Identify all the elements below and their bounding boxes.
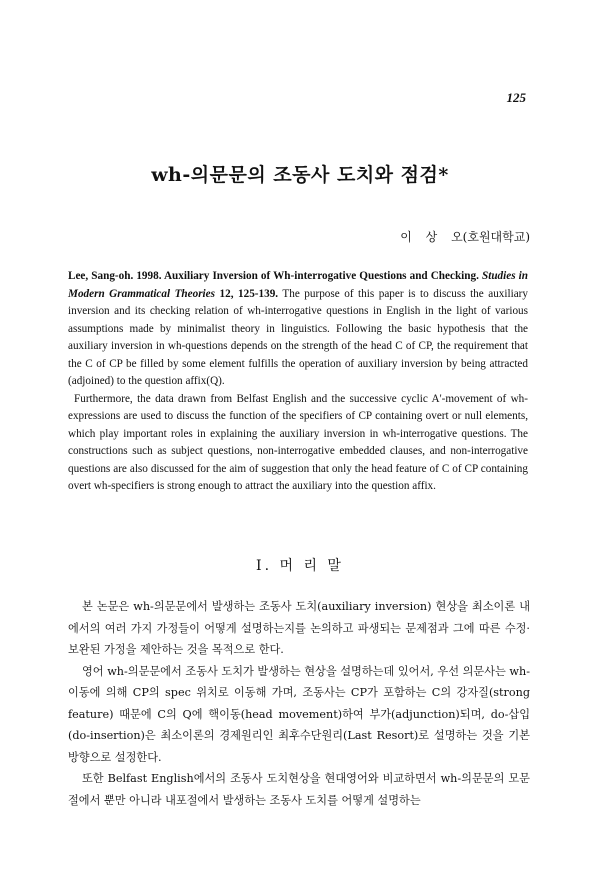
abstract [68, 268, 528, 496]
author-affiliation: 이 상 오(호원대학교) [400, 230, 530, 244]
citation-head: Lee, Sang-oh. 1998. Auxiliary Inversion of Wh-interrogative Questions and Checking. [68, 270, 479, 282]
body-paragraph-2: 영어 wh-의문문에서 조동사 도치가 발생하는 현상을 설명하는데 있어서, 우선 의문사는 wh-이동에 의해 CP의 spec 위치로 이동해 가며, 조동사는 CP가 포함하는 C의 강자질(strong feature) 때문에 C의 Q에 핵이동(head movement)하여 부가(adjunction)되며, do-삽입(do-insertion)은 최소이론의 경제원리인 최후수단원리(Last Resort)로 설명하는 것을 기본 방향으로 설정한다. [68, 664, 530, 764]
body-text [68, 596, 530, 811]
body-paragraph-1: 본 논문은 wh-의문문에서 발생하는 조동사 도치(auxiliary inversion) 현상을 최소이론 내에서의 여러 가지 가정들이 어떻게 설명하는지를 논의하고 파생되는 문제점과 그에 따른 수정·보완된 가정을 제안하는 것을 목적으로 한다. [68, 600, 530, 656]
volume-pages: 12, 125-139. [219, 287, 279, 300]
abstract-paragraph-1 [68, 268, 528, 391]
abstract-text-1: The purpose of this paper is to discuss the auxiliary inversion and its checking relation of wh-interrogative questions in English in the light of various assumptions made by minimalist theory in linguistics. Following the basic hypothesis that the auxiliary inversion in wh-questions depends on the strength of the head C of CP, the requirement that the C of CP be filled by some element fulfills the operation of auxiliary inversion by being attracted (adjoined) to the question affix(Q). [68, 287, 529, 387]
paper-title: wh-의문문의 조동사 도치와 점검* [151, 164, 449, 186]
journal-name: Studies in Modern Grammatical Theories [68, 270, 528, 300]
section-heading: I. 머 리 말 [256, 558, 344, 574]
body-paragraph-3: 또한 Belfast English에서의 조동사 도치현상을 현대영어와 비교하면서 wh-의문문의 모문절에서 뿐만 아니라 내포절에서 발생하는 조동사 도치를 어떻게 설명하는 [68, 772, 530, 807]
abstract-paragraph-2: Furthermore, the data drawn from Belfast English and the successive cyclic A'-movement of wh-expressions are used to discuss the function of the specifiers of CP containing overt or null elements, which play important roles in explaining the auxiliary inversion in wh-interrogative questions. The constructions such as subject questions, non-interrogative embedded clauses, and non-interrogative questions are also discussed for the aim of suggestion that only the head feature of C of CP containing overt wh-specifiers is strong enough to attract the auxiliary into the question affix. [68, 392, 528, 492]
page-number: 125 [506, 90, 526, 105]
